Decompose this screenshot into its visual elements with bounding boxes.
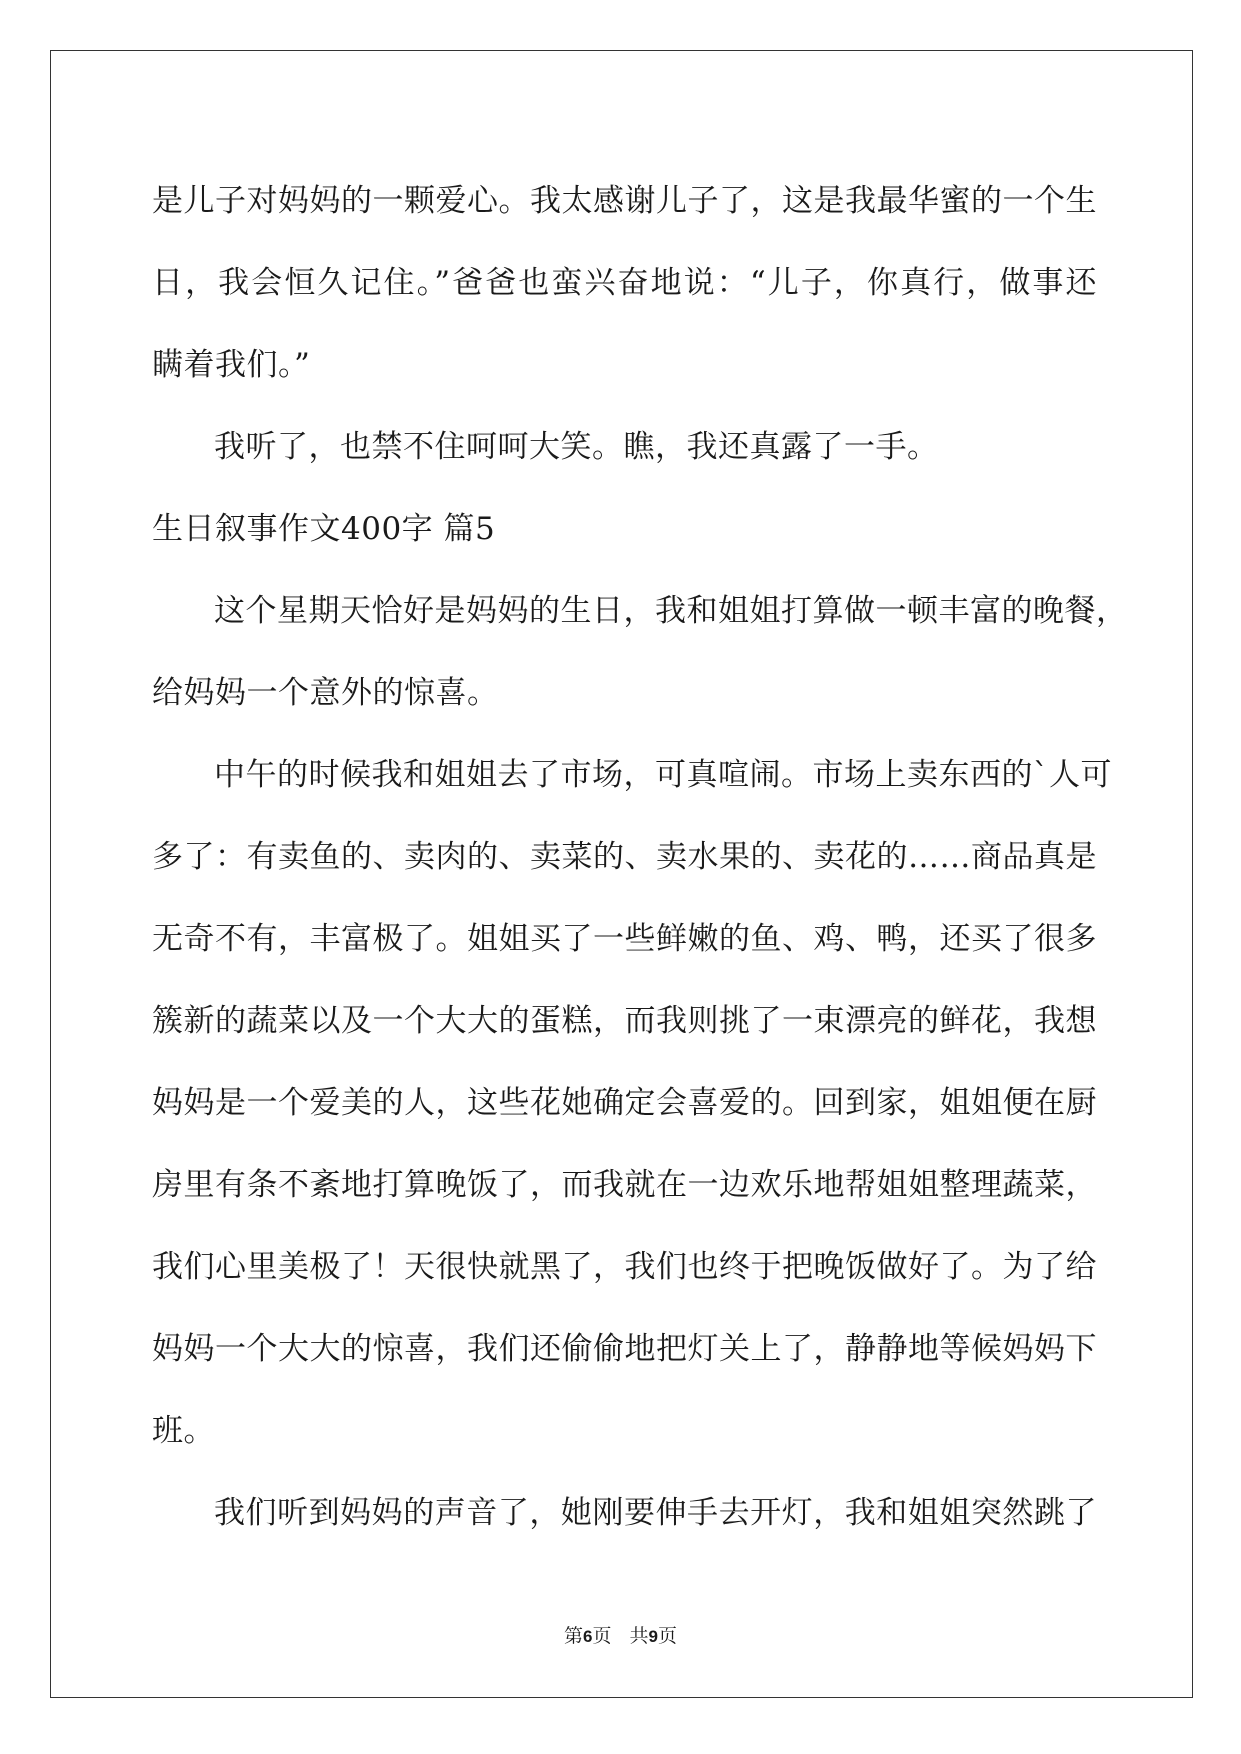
text-line: 房里有条不紊地打算晚饭了，而我就在一边欢乐地帮姐姐整理蔬菜， (152, 1167, 1097, 1203)
section-heading: 生日叙事作文400字 篇5 (152, 511, 496, 547)
total-unit: 页 (657, 1625, 677, 1647)
text-line: 簇新的蔬菜以及一个大大的蛋糕，而我则挑了一束漂亮的鲜花，我想 (152, 1003, 1097, 1039)
page-footer (0, 1624, 1241, 1649)
text-line: 我们听到妈妈的声音了，她刚要伸手去开灯，我和姐姐突然跳了 (214, 1495, 1097, 1531)
text-line: 这个星期天恰好是妈妈的生日，我和姐姐打算做一顿丰富的晚餐， (214, 593, 1128, 629)
page-prefix: 第 (564, 1625, 584, 1647)
total-prefix: 共 (629, 1625, 649, 1647)
page-unit: 页 (592, 1625, 612, 1647)
page-current: 6 (583, 1627, 593, 1646)
text-line: 妈妈是一个爱美的人，这些花她确定会喜爱的。回到家，姐姐便在厨 (152, 1085, 1097, 1121)
text-line: 给妈妈一个意外的惊喜。 (152, 675, 499, 711)
text-line: 中午的时候我和姐姐去了市场，可真喧闹。市场上卖东西的`人可 (214, 757, 1112, 793)
text-line: 妈妈一个大大的惊喜，我们还偷偷地把灯关上了，静静地等候妈妈下 (152, 1331, 1097, 1367)
page-total: 9 (648, 1627, 658, 1646)
text-line: 是儿子对妈妈的一颗爱心。我太感谢儿子了，这是我最华蜜的一个生 (152, 183, 1097, 219)
text-line: 我听了，也禁不住呵呵大笑。瞧，我还真露了一手。 (214, 429, 939, 465)
text-line: 无奇不有，丰富极了。姐姐买了一些鲜嫩的鱼、鸡、鸭，还买了很多 (152, 921, 1097, 957)
text-line: 瞒着我们。” (152, 347, 311, 383)
text-line: 日，我会恒久记住。”爸爸也蛮兴奋地说：“儿子，你真行，做事还 (152, 265, 1097, 301)
text-line: 班。 (152, 1413, 215, 1449)
text-line: 我们心里美极了！天很快就黑了，我们也终于把晚饭做好了。为了给 (152, 1249, 1097, 1285)
document-body (152, 160, 1128, 1554)
text-line: 多了：有卖鱼的、卖肉的、卖菜的、卖水果的、卖花的……商品真是 (152, 839, 1097, 875)
